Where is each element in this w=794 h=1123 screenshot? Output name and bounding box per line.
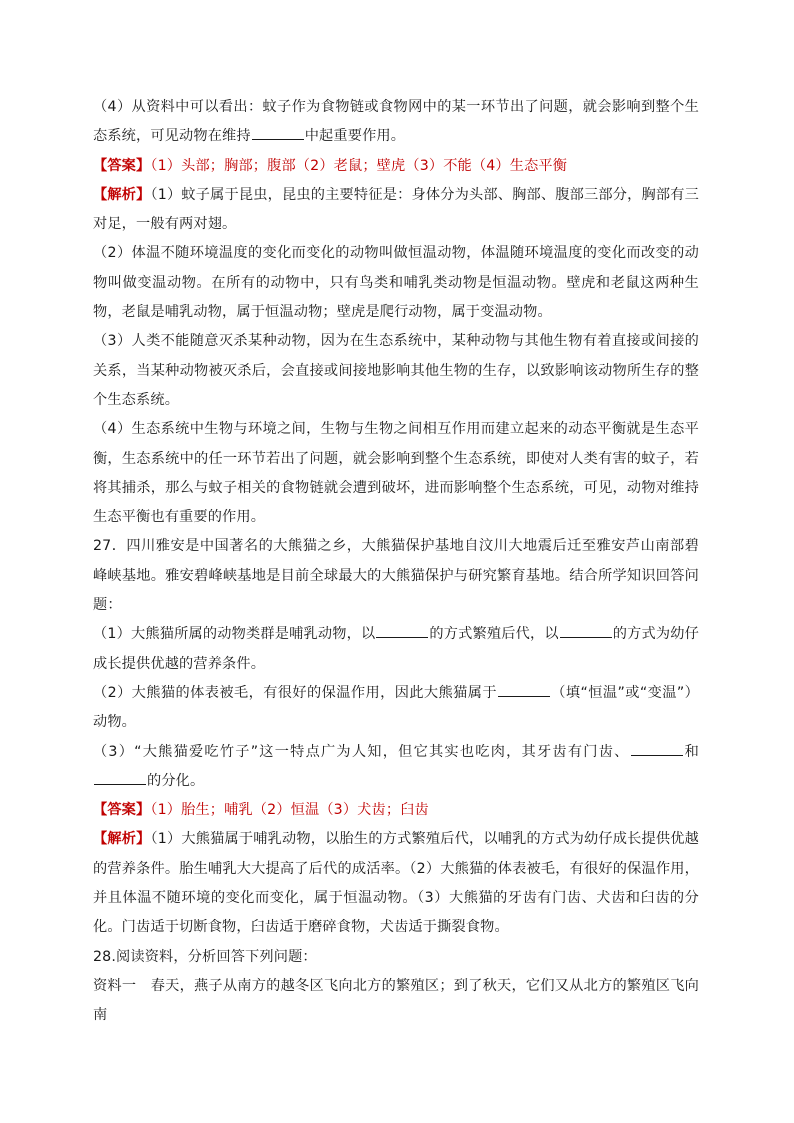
q26-analysis-3: （3）人类不能随意灭杀某种动物，因为在生态系统中，某种动物与其他生物有着直接或间接的关系，当某种动物被灭杀后，会直接或间接地影响其他生物的生存，以致影响该动物所生存的整个生态系统。 [93,333,699,408]
q26-analysis-1 [93,181,699,240]
q27-part1-text-a: （1）大熊猫所属的动物类群是哺乳动物，以 [93,626,376,643]
q27-part3-text-b: 和 [683,743,699,760]
fill-blank[interactable] [498,682,550,697]
q27-stem: 27．四川雅安是中国著名的大熊猫之乡，大熊猫保护基地自汶川大地震后迁至雅安芦山南部碧峰峡基地。雅安碧峰峡基地是目前全球最大的大熊猫保护与研究繁育基地。结合所学知识回答问题： [93,538,699,614]
q27-part1-text-c: 的方式为幼仔成长提供优越的营养条件。 [93,626,699,672]
q26-part4-text-b: 中起重要作用。 [304,128,406,145]
q26-part4-text-a: （4）从资料中可以看出：蚊子作为食物链或食物网中的某一环节出了问题，就会影响到整个生态系统，可见动物在维持 [93,99,699,145]
q28-material-1: 资料一 春天，燕子从南方的越冬区飞向北方的繁殖区；到了秋天，它们又从北方的繁殖区飞向南 [93,977,699,1024]
analysis-text: （1）蚊子属于昆虫，昆虫的主要特征是：身体分为头部、胸部、腹部三部分，胸部有三对足，一般有两对翅。 [93,186,699,233]
fill-blank[interactable] [631,741,683,756]
fill-blank[interactable] [252,125,304,140]
answer-tag: 【答案】 [93,802,151,819]
q26-analysis-2: （2）体温不随环境温度的变化而变化的动物叫做恒温动物，体温随环境温度的变化而改变的动物叫做变温动物。在所有的动物中，只有鸟类和哺乳类动物是恒温动物。壁虎和老鼠这两种生物，老鼠是哺乳动物，属于恒温动物；壁虎是爬行动物，属于变温动物。 [93,245,699,321]
fill-blank[interactable] [560,623,612,638]
q27-answer [93,796,699,825]
q27-analysis [93,825,699,942]
q26-answer [93,152,699,181]
q26-part4 [93,93,699,152]
q27-part1-text-b: 的方式繁殖后代，以 [429,626,559,643]
q26-analysis-4: （4）生态系统中生物与环境之间，生物与生物之间相互作用而建立起来的动态平衡就是生态平衡，生态系统中的任一环节若出了问题，就会影响到整个生态系统，即使对人类有害的蚊子，若将其捕杀，那么与蚊子相关的食物链就会遭到破坏，进而影响整个生态系统，可见，动物对维持生态平衡也有重要的作用。 [93,421,699,526]
analysis-tag: 【解析】 [93,186,151,203]
q28-stem: 28.阅读资料，分析回答下列问题： [93,948,317,965]
q27-part1 [93,620,699,679]
q27-part3-text-c: 的分化。 [147,772,205,789]
analysis-text: （1）大熊猫属于哺乳动物，以胎生的方式繁殖后代，以哺乳的方式为幼仔成长提供优越的营养条件。胎生哺乳大大提高了后代的成活率。（2）大熊猫的体表被毛，有很好的保温作用，并且体温不随环境的变化而变化，属于恒温动物。（3）大熊猫的牙齿有门齿、犬齿和臼齿的分化。门齿适于切断食物，臼齿适于磨碎食物，犬齿适于撕裂食物。 [93,831,699,936]
answer-tag: 【答案】 [93,157,151,174]
q27-part2 [93,679,699,738]
q27-part3 [93,738,699,797]
fill-blank[interactable] [94,770,146,785]
q27-part3-text-a: （3）“大熊猫爱吃竹子”这一特点广为人知，但它其实也吃肉，其牙齿有门齿、 [93,743,630,760]
q27-part2-text-a: （2）大熊猫的体表被毛，有很好的保温作用，因此大熊猫属于 [93,684,497,701]
answer-text: （1）胎生；哺乳（2）恒温（3）犬齿；臼齿 [150,802,429,819]
answer-text: （1）头部；胸部；腹部（2）老鼠；壁虎（3）不能（4）生态平衡 [150,157,568,174]
q27-part2-text-b: （填“恒温”或“变温”）动物。 [93,684,700,731]
document-page [93,93,699,1031]
analysis-tag: 【解析】 [93,831,151,848]
fill-blank[interactable] [376,623,428,638]
